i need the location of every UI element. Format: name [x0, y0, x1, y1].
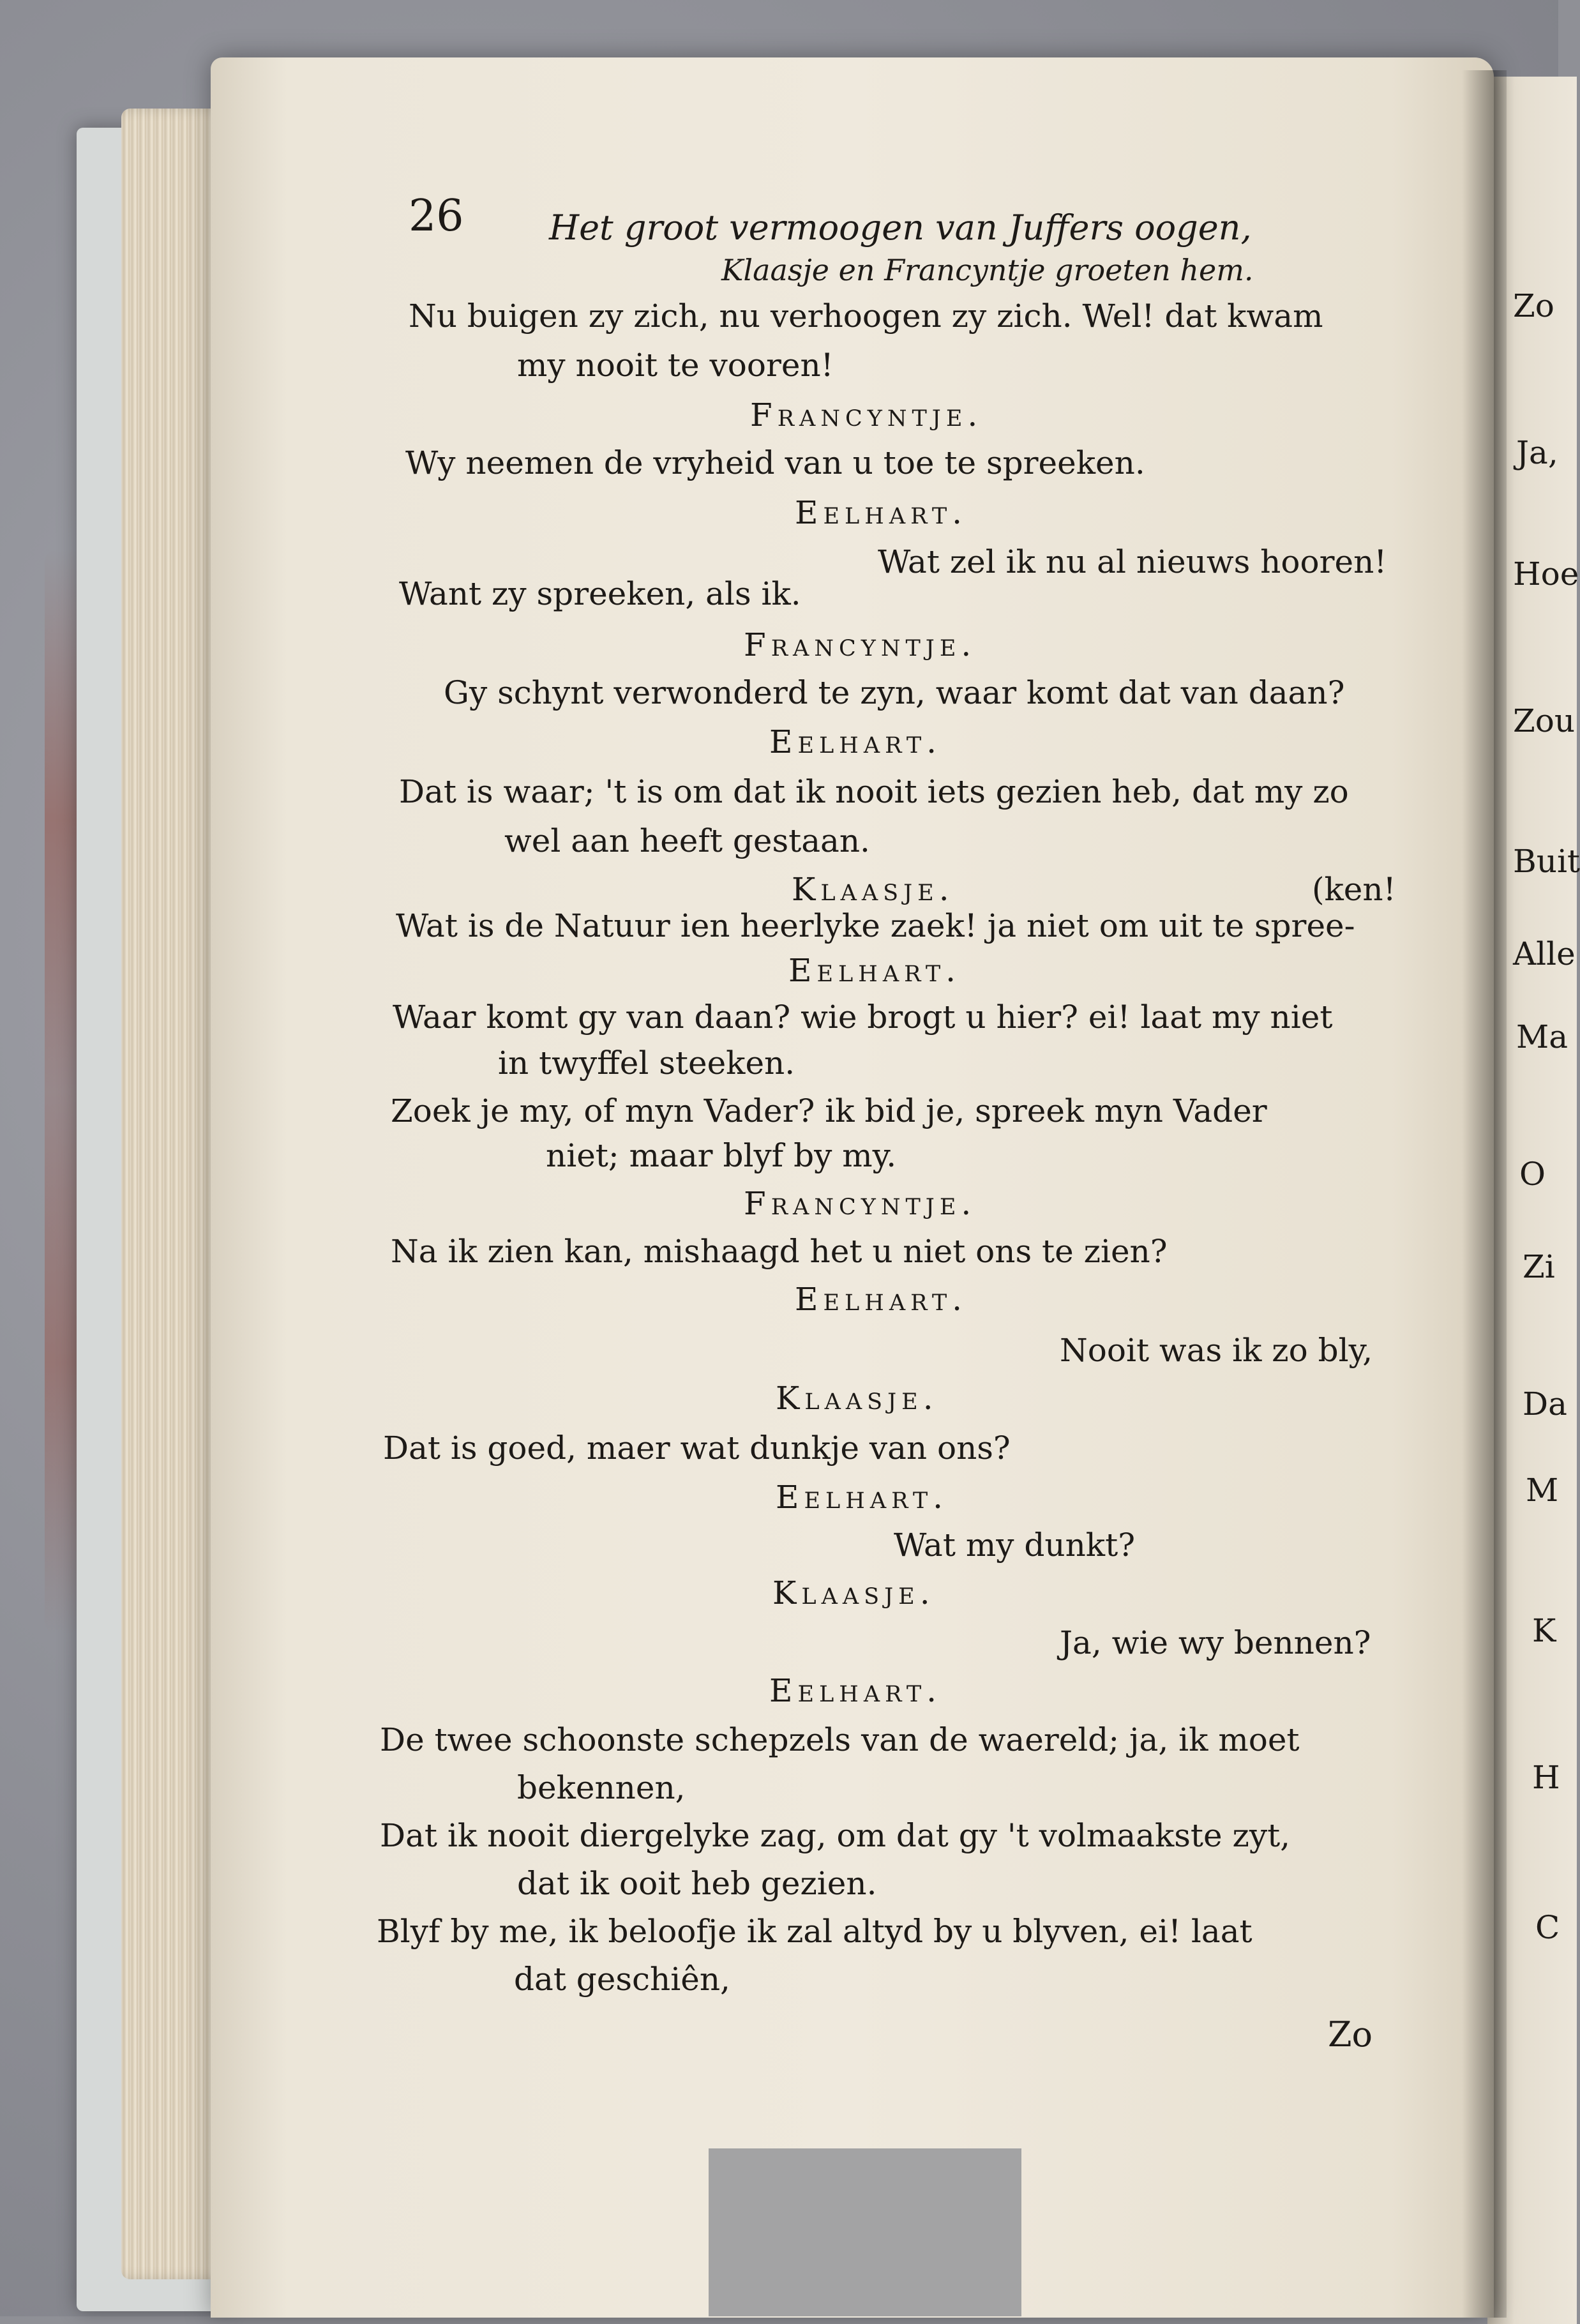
text-line: Nu buigen zy zich, nu verhoogen zy zich. Wel! dat kwam: [409, 298, 1323, 335]
facing-page-fragment: Alle: [1513, 935, 1576, 972]
facing-page-fragment: Zo: [1513, 287, 1554, 324]
text-line: Wy neemen de vryheid van u toe te spreeken.: [405, 444, 1145, 481]
facing-page-fragment: M: [1526, 1472, 1559, 1509]
speaker-name: Eelhart.: [795, 494, 968, 531]
running-head: Het groot vermoogen van Juffers oogen,: [549, 207, 1252, 248]
speaker-name: Eelhart.: [788, 952, 961, 989]
text-line: Gy schynt verwonderd te zyn, waar komt dat van daan?: [444, 674, 1345, 711]
facing-page-fragment: Ja,: [1516, 434, 1558, 471]
text-line: Wat is de Natuur ien heerlyke zaek! ja niet om uit te spree-: [396, 907, 1355, 944]
facing-page-fragment: C: [1535, 1909, 1560, 1946]
page-number: 26: [409, 191, 464, 241]
text-line: De twee schoonste schepzels van de waereld; ja, ik moet: [380, 1721, 1300, 1758]
text-line: Want zy spreeken, als ik.: [399, 575, 801, 612]
text-line: Waar komt gy van daan? wie brogt u hier? ei! laat my niet: [393, 999, 1333, 1036]
text-line: Blyf by me, ik beloofje ik zal altyd by u blyven, ei! laat: [377, 1913, 1253, 1950]
facing-page-fragment: Zou: [1513, 702, 1576, 739]
text-line: Dat ik nooit diergelyke zag, om dat gy 't volmaakste zyt,: [380, 1817, 1291, 1854]
text-line: Wat my dunkt?: [894, 1527, 1136, 1564]
text-line: bekennen,: [517, 1769, 686, 1806]
text-line: Na ik zien kan, mishaagd het u niet ons te zien?: [391, 1233, 1168, 1270]
facing-page-fragment: Zi: [1523, 1248, 1555, 1285]
stage-direction: Klaasje en Francyntje groeten hem.: [721, 253, 1254, 287]
text-line: Zoek je my, of myn Vader? ik bid je, spreek myn Vader: [391, 1092, 1267, 1129]
text-line: wel aan heeft gestaan.: [504, 822, 870, 859]
text-line: Nooit was ik zo bly,: [1060, 1332, 1373, 1369]
facing-page-fragment: Da: [1523, 1385, 1567, 1422]
text-line: Dat is waar; 't is om dat ik nooit iets gezien heb, dat my zo: [399, 773, 1349, 810]
facing-page-fragment: K: [1532, 1612, 1556, 1649]
facing-page-fragment: Buit: [1513, 843, 1580, 880]
speaker-name: Eelhart.: [769, 1672, 942, 1709]
speaker-name: Klaasje.: [772, 1574, 935, 1611]
speaker-name: Eelhart.: [776, 1479, 949, 1516]
text-line: niet; maar blyf by my.: [546, 1137, 897, 1174]
speaker-name: Francyntje.: [750, 396, 983, 434]
speaker-name: Eelhart.: [769, 723, 942, 760]
catchword: Zo: [1328, 2014, 1373, 2055]
speaker-name: Klaasje.: [792, 871, 954, 908]
facing-page-fragment: O: [1519, 1156, 1546, 1193]
text-line: my nooit te vooren!: [517, 347, 834, 384]
text-line: Ja, wie wy bennen?: [1060, 1624, 1371, 1661]
text-line: dat geschiên,: [514, 1961, 730, 1998]
redaction-band: [709, 2148, 1021, 2316]
speaker-name: Francyntje.: [744, 1185, 977, 1222]
facing-page-fragment: H: [1532, 1759, 1560, 1796]
text-line: dat ik ooit heb gezien.: [517, 1865, 877, 1902]
text-line: in twyffel steeken.: [498, 1045, 795, 1082]
speaker-name: Klaasje.: [776, 1380, 938, 1417]
gutter-shadow: [1462, 70, 1507, 2318]
speaker-name: Francyntje.: [744, 626, 977, 663]
facing-page-fragment: Hoe: [1513, 555, 1579, 592]
text-line: Dat is goed, maer wat dunkje van ons?: [383, 1430, 1011, 1467]
facing-page-fragment: Ma: [1516, 1018, 1569, 1055]
speaker-name: Eelhart.: [795, 1281, 968, 1318]
text-line: Wat zel ik nu al nieuws hooren!: [878, 543, 1387, 580]
text-line-suffix: (ken!: [1312, 871, 1396, 908]
